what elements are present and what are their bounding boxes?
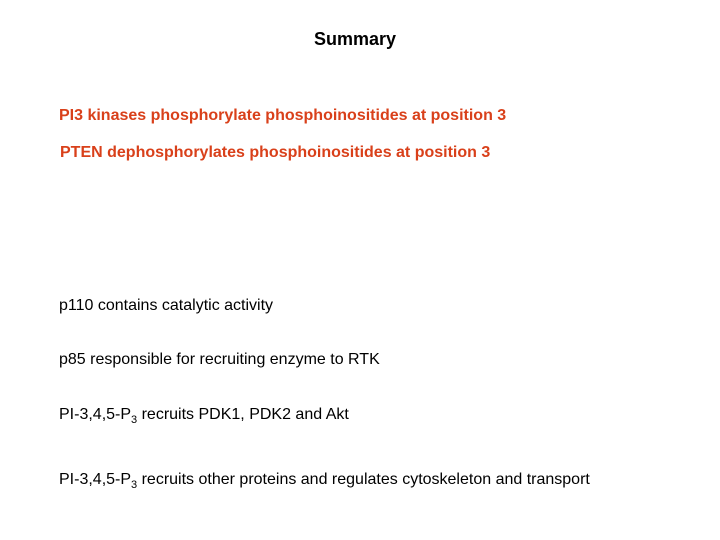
highlight-point-pten: PTEN dephosphorylates phosphoinositides at position 3 (60, 144, 491, 161)
lipid-subscript: 3 (131, 414, 138, 426)
lipid-subscript: 3 (131, 479, 138, 491)
point-pip3-recruits-pdk-akt (59, 405, 349, 425)
lipid-name: PI-3,4,5-P (59, 471, 132, 488)
lipid-name: PI-3,4,5-P (59, 406, 132, 423)
highlight-point-pi3-kinase: PI3 kinases phosphorylate phosphoinositides at position 3 (59, 107, 507, 124)
point-p110: p110 contains catalytic activity (59, 297, 274, 314)
point-text: recruits other proteins and regulates cytoskeleton and transport (137, 471, 590, 488)
point-text: recruits PDK1, PDK2 and Akt (137, 406, 349, 423)
slide-title: Summary (313, 29, 397, 49)
point-p85: p85 responsible for recruiting enzyme to RTK (59, 351, 380, 368)
point-pip3-recruits-other-proteins (59, 470, 590, 490)
